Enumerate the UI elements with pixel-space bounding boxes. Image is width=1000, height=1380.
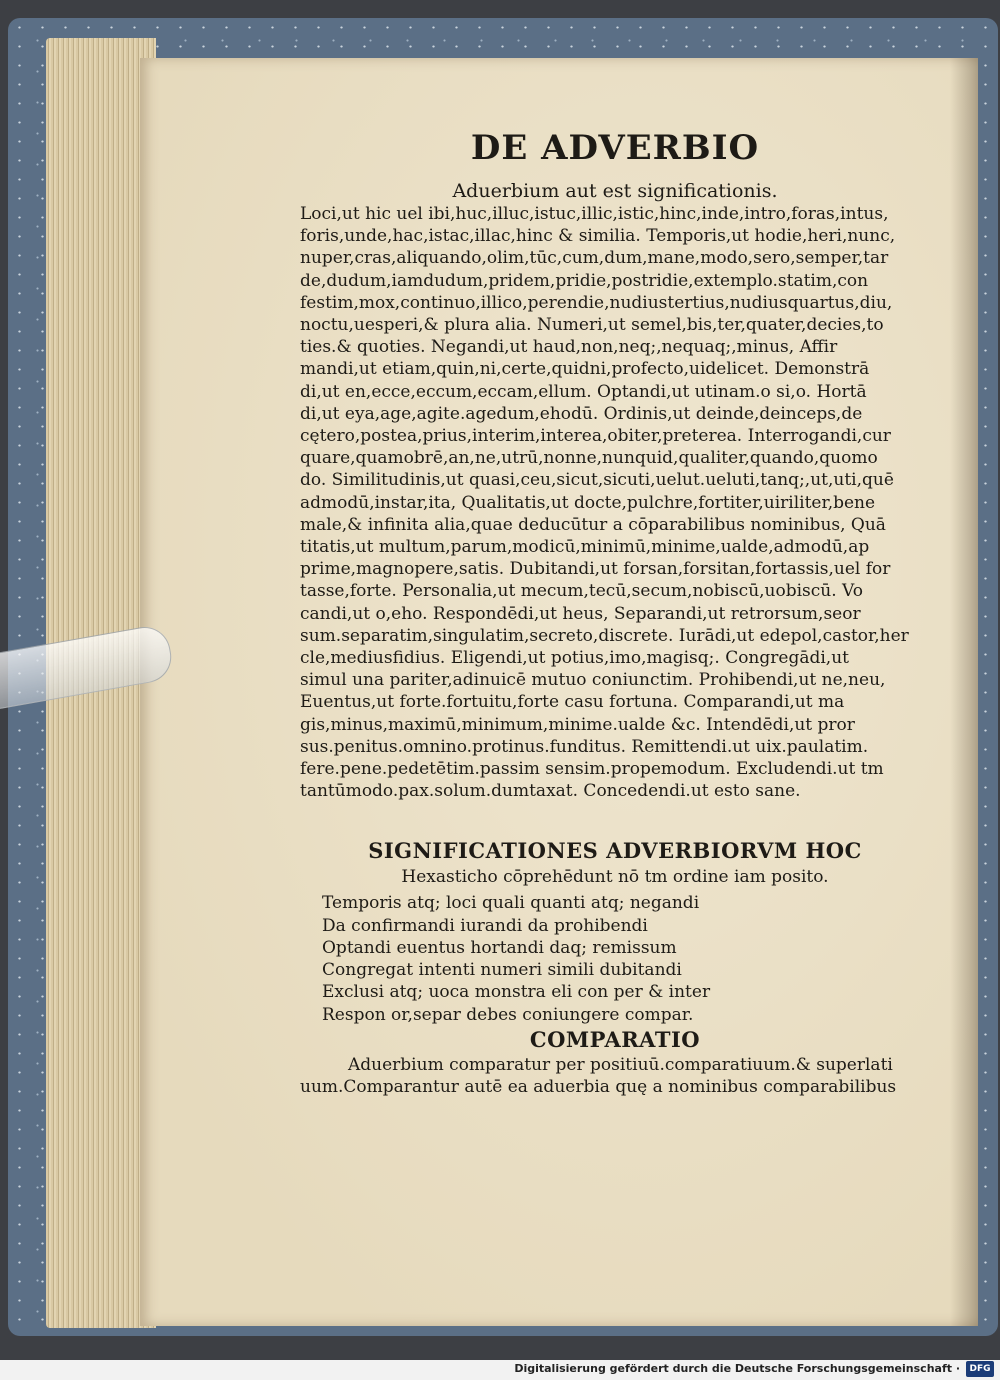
body-line: sus.penitus.omnino.protinus.funditus. Remittendi.ut uix.paulatim. bbox=[300, 736, 869, 757]
body-line: simul una pariter,adinuicē mutuo coniunctim. Prohibendi,ut ne,neu, bbox=[300, 670, 886, 691]
body-line: male,& infinita alia,quae deducūtur a cōparabilibus nominibus, Quā bbox=[300, 514, 886, 535]
body-line: candi,ut o,eho. Respondēdi,ut heus, Separandi,ut retrorsum,seor bbox=[300, 603, 861, 624]
page-subheading: Aduerbium aut est significationis. bbox=[452, 180, 778, 202]
comparatio-heading: COMPARATIO bbox=[529, 1026, 701, 1052]
body-line: de,dudum,iamdudum,pridem,pridie,postridie,extemplo.statim,con bbox=[300, 270, 869, 291]
body-line: mandi,ut etiam,quin,ni,certe,quidni,profecto,uidelicet. Demonstrā bbox=[300, 359, 870, 380]
page-heading: DE ADVERBIO bbox=[470, 128, 760, 168]
page-text bbox=[300, 128, 930, 1098]
comparatio-line: uum.Comparantur autē ea aduerbia quę a nominibus comparabilibus bbox=[300, 1076, 897, 1097]
body-line: di,ut eya,age,agite.agedum,ehodū. Ordinis,ut deinde,deinceps,de bbox=[300, 403, 863, 424]
body-line: do. Similitudinis,ut quasi,ceu,sicut,sicuti,uelut.ueluti,tanq;,ut,uti,quē bbox=[300, 470, 894, 491]
body-line: titatis,ut multum,parum,modicū,minimū,minime,ualde,admodū,ap bbox=[300, 537, 870, 558]
section-subheading: Hexasticho cōprehēdunt nō tm ordine iam posito. bbox=[401, 867, 829, 888]
verse-line: Congregat intenti numeri simili dubitandi bbox=[322, 960, 682, 981]
verse-line: Exclusi atq; uoca monstra eli con per & inter bbox=[322, 982, 711, 1003]
verse-line: Da confirmandi iurandi da prohibendi bbox=[322, 915, 648, 936]
body-line: noctu,uesperi,& plura alia. Numeri,ut semel,bis,ter,quater,decies,to bbox=[300, 315, 884, 336]
body-line: fere.pene.pedetētim.passim sensim.propemodum. Excludendi.ut tm bbox=[300, 759, 884, 780]
body-line: sum.separatim,singulatim,secreto,discrete. Iurādi,ut edepol,castor,her bbox=[300, 625, 909, 646]
body-text bbox=[300, 203, 930, 802]
body-line: Euentus,ut forte.fortuitu,forte casu fortuna. Comparandi,ut ma bbox=[300, 692, 845, 713]
body-line: foris,unde,hac,istac,illac,hinc & similia. Temporis,ut hodie,heri,nunc, bbox=[300, 226, 896, 247]
page-gutter bbox=[950, 58, 978, 1326]
body-line: festim,mox,continuo,illico,perendie,nudiustertius,nudiusquartus,diu, bbox=[300, 292, 893, 313]
verse-line: Respon or,separ debes coniungere compar. bbox=[322, 1004, 694, 1025]
verse-block bbox=[300, 892, 930, 1025]
footer-bar bbox=[0, 1360, 1000, 1380]
body-line: admodū,instar,ita, Qualitatis,ut docte,pulchre,fortiter,uiriliter,bene bbox=[300, 492, 876, 513]
verse-line: Optandi euentus hortandi daq; remissum bbox=[322, 937, 677, 958]
body-line: ties.& quoties. Negandi,ut haud,non,neq;,nequaq;,minus, Affir bbox=[300, 337, 838, 358]
comparatio-line: Aduerbium comparatur per positiuū.comparatiuum.& superlati bbox=[348, 1054, 893, 1075]
dfg-logo: DFG bbox=[966, 1361, 994, 1377]
body-line: tasse,forte. Personalia,ut mecum,tecū,secum,nobiscū,uobiscū. Vo bbox=[300, 581, 864, 602]
body-line: Loci,ut hic uel ibi,huc,illuc,istuc,illic,istic,hinc,inde,intro,foras,intus, bbox=[300, 204, 889, 224]
body-line: di,ut en,ecce,eccum,eccam,ellum. Optandi,ut utinam.o si,o. Hortā bbox=[300, 381, 867, 402]
body-line: cętero,postea,prius,interim,interea,obiter,preterea. Interrogandi,cur bbox=[300, 426, 891, 447]
body-line: prime,magnopere,satis. Dubitandi,ut forsan,forsitan,fortassis,uel for bbox=[300, 559, 891, 580]
footer-credit: Digitalisierung gefördert durch die Deutsche Forschungsgemeinschaft · bbox=[514, 1362, 960, 1375]
verse-line: Temporis atq; loci quali quanti atq; negandi bbox=[322, 893, 700, 914]
body-line: gis,minus,maximū,minimum,minime.ualde &c. Intendēdi,ut pror bbox=[300, 714, 855, 735]
section-heading: SIGNIFICATIONES ADVERBIORVM HOC bbox=[368, 838, 862, 864]
body-line: nuper,cras,aliquando,olim,tūc,cum,dum,mane,modo,sero,semper,tar bbox=[300, 248, 889, 269]
body-line: quare,quamobrē,an,ne,utrū,nonne,nunquid,qualiter,quando,quomo bbox=[300, 448, 878, 469]
body-line: cle,mediusfidius. Eligendi,ut potius,imo,magisq;. Congregādi,ut bbox=[300, 648, 849, 669]
body-line: tantūmodo.pax.solum.dumtaxat. Concedendi.ut esto sane. bbox=[300, 781, 801, 802]
